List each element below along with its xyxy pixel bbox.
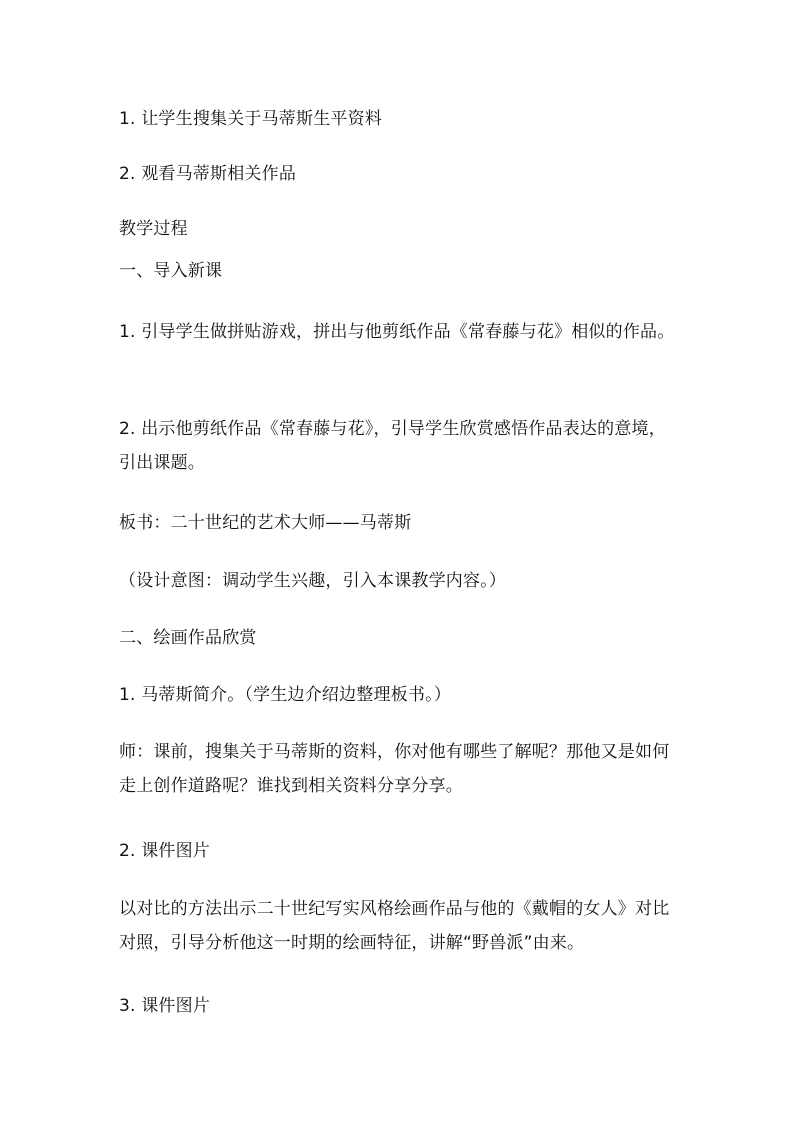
section-heading-painting-appreciation: 二、绘画作品欣赏 xyxy=(119,628,257,648)
paragraph-intro-1: 1. 引导学生做拼贴游戏，拼出与他剪纸作品《常春藤与花》相似的作品。 xyxy=(119,322,675,342)
paragraph-slide-images-3: 3. 课件图片 xyxy=(119,996,211,1016)
paragraph-matisse-intro: 1. 马蒂斯简介。（学生边介绍边整理板书。） xyxy=(119,685,452,705)
paragraph-prep-1: 1. 让学生搜集关于马蒂斯生平资料 xyxy=(119,109,383,129)
paragraph-design-intent: （设计意图：调动学生兴趣，引入本课教学内容。） xyxy=(119,571,507,591)
paragraph-board-writing: 板书：二十世纪的艺术大师——马蒂斯 xyxy=(119,513,412,533)
paragraph-teacher-question: 师：课前，搜集关于马蒂斯的资料，你对他有哪些了解呢？那他又是如何走上创作道路呢？谁找到相关资料分享分享。 xyxy=(119,742,670,796)
paragraph-intro-2: 2. 出示他剪纸作品《常春藤与花》，引导学生欣赏感悟作品表达的意境，引出课题。 xyxy=(119,419,666,473)
paragraph-slide-images-2: 2. 课件图片 xyxy=(119,841,211,861)
section-heading-intro: 一、导入新课 xyxy=(119,261,223,281)
paragraph-prep-2: 2. 观看马蒂斯相关作品 xyxy=(119,164,297,184)
section-heading-teaching-process: 教学过程 xyxy=(119,219,188,239)
paragraph-comparison: 以对比的方法出示二十世纪写实风格绘画作品与他的《戴帽的女人》对比对照，引导分析他这一时期的绘画特征，讲解“野兽派”由来。 xyxy=(119,899,670,953)
